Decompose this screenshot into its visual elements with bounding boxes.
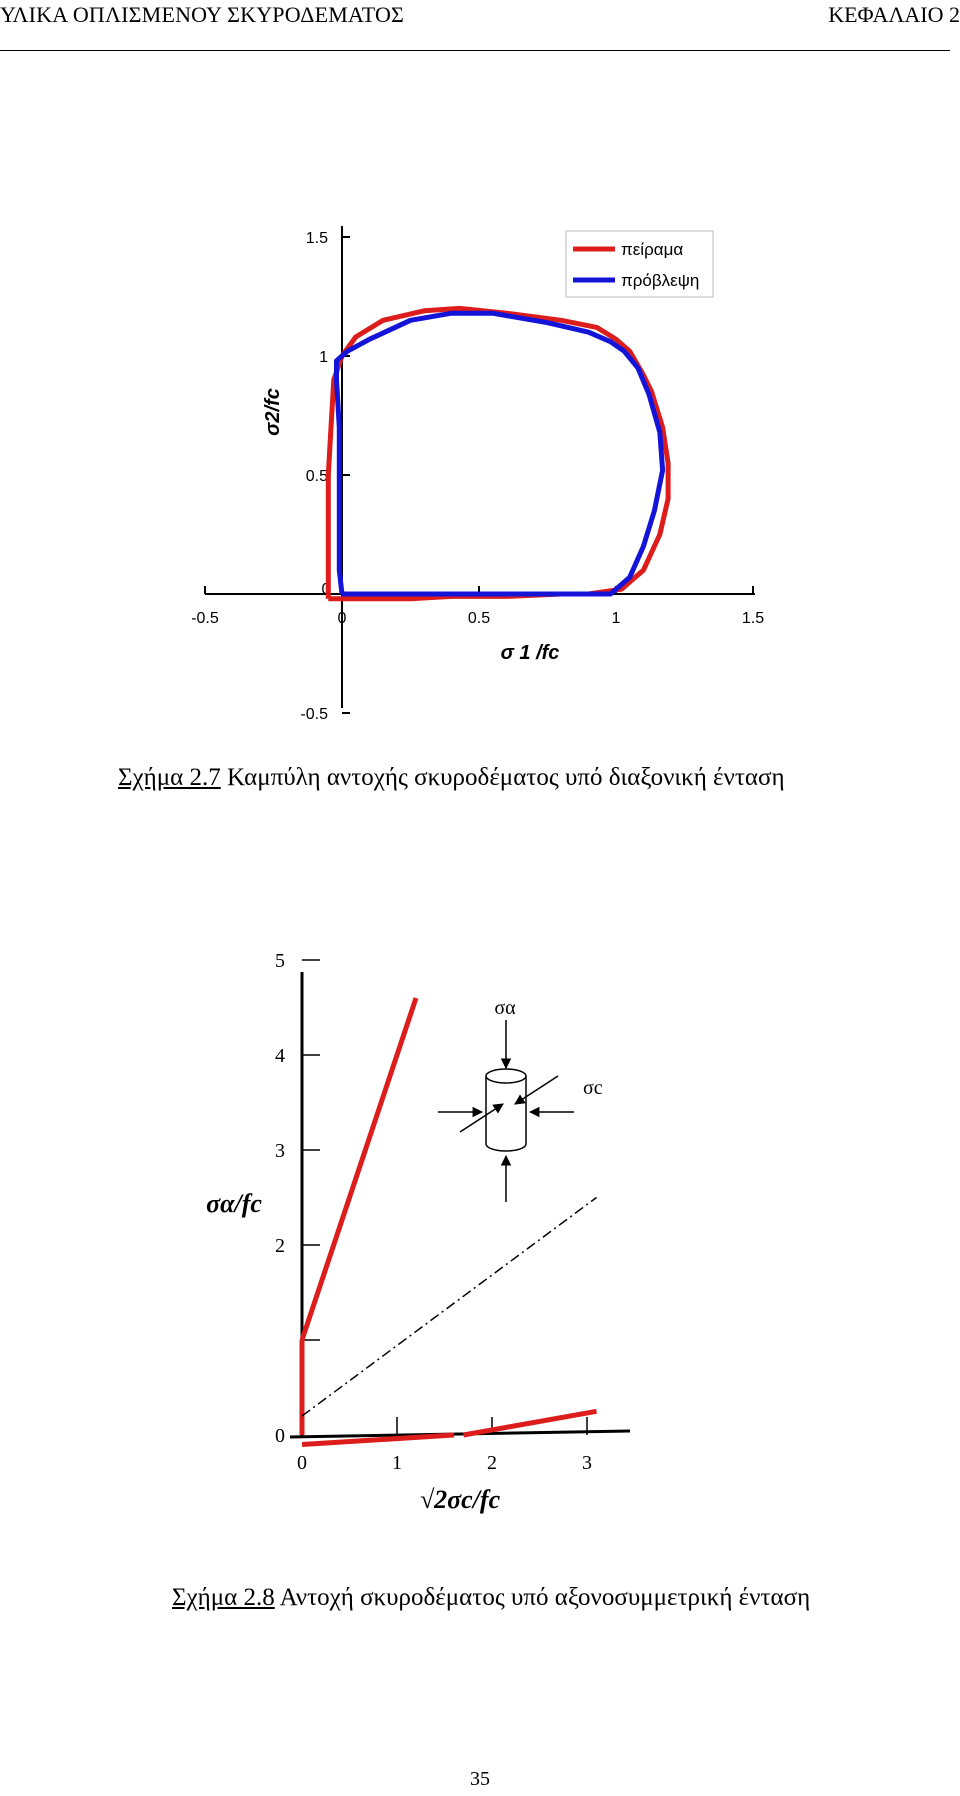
fig1-y-tick-label: 0 bbox=[321, 581, 331, 598]
fig1-x-tick-label: 1.5 bbox=[741, 610, 765, 627]
figure-2-7-caption bbox=[118, 764, 785, 792]
fig1-caption-label: Σχήμα 2.7 bbox=[118, 764, 221, 791]
fig1-series bbox=[328, 308, 668, 598]
page-header bbox=[0, 0, 960, 52]
fig1-y-tick-label: -0.5 bbox=[300, 706, 328, 720]
annotation-sigma-a: σα bbox=[494, 997, 516, 1019]
figure-2-7-chart bbox=[0, 200, 960, 720]
fig1-x-tick-label: -0.5 bbox=[191, 610, 219, 627]
header-title: ΥΛΙΚΑ ΟΠΛΙΣΜΕΝΟΥ ΣΚΥΡΟΔΕΜΑΤΟΣ bbox=[0, 2, 405, 27]
fig2-y-tick-label: 2 bbox=[275, 1235, 285, 1257]
figure-2-8-caption bbox=[172, 1584, 810, 1612]
figure-2-8-chart bbox=[0, 950, 960, 1520]
fig2-series-line-0 bbox=[302, 998, 416, 1340]
fig1-legend-label-1: πρόβλεψη bbox=[621, 271, 700, 290]
fig2-x-tick-label: 3 bbox=[582, 1452, 592, 1474]
header-chapter: ΚΕΦΑΛΑΙΟ 2 bbox=[828, 2, 960, 27]
fig2-series-line-4 bbox=[302, 1198, 597, 1417]
fig1-series-line-0 bbox=[328, 308, 668, 598]
fig2-y-tick-label: 0 bbox=[275, 1425, 285, 1447]
fig1-y-label: σ2/fc bbox=[262, 388, 284, 436]
fig2-y-label: σα/fc bbox=[206, 1189, 262, 1218]
fig2-y-tick-label: 5 bbox=[275, 950, 285, 972]
page-number: 35 bbox=[470, 1768, 490, 1790]
fig2-caption-label: Σχήμα 2.8 bbox=[172, 1584, 275, 1611]
fig1-x-tick-label: 0 bbox=[337, 610, 347, 627]
fig2-y-tick-label: 3 bbox=[275, 1140, 285, 1162]
fig1-x-tick-label: 0.5 bbox=[467, 610, 491, 627]
cylinder-diagram bbox=[438, 1020, 574, 1202]
fig2-caption-text: Αντοχή σκυροδέματος υπό αξονοσυμμετρική ένταση bbox=[274, 1584, 811, 1611]
cylinder-top bbox=[486, 1069, 526, 1083]
fig2-series bbox=[302, 998, 597, 1445]
cylinder-body bbox=[486, 1076, 526, 1151]
fig2-x-label: √2σc/fc bbox=[419, 1485, 501, 1514]
fig1-x-label: σ 1 /fc bbox=[500, 642, 560, 664]
fig1-y-tick-label: 1.5 bbox=[305, 230, 328, 247]
annotation-sigma-c: σc bbox=[583, 1077, 603, 1099]
fig2-axes bbox=[290, 972, 630, 1438]
fig1-axes bbox=[205, 226, 755, 708]
fig2-x-tick-label: 2 bbox=[487, 1452, 497, 1474]
fig1-y-tick-label: 0.5 bbox=[305, 468, 328, 485]
fig2-x-axis bbox=[290, 1431, 630, 1437]
fig2-x-tick-label: 0 bbox=[297, 1452, 307, 1474]
fig2-x-tick-label: 1 bbox=[392, 1452, 402, 1474]
fig1-y-tick-label: 1 bbox=[319, 349, 328, 366]
fig1-ticks bbox=[191, 230, 764, 720]
fig1-x-tick-label: 1 bbox=[611, 610, 621, 627]
fig2-ticks bbox=[275, 950, 592, 1474]
fig1-caption-text: Καμπύλη αντοχής σκυροδέματος υπό διαξονική ένταση bbox=[220, 764, 785, 791]
fig1-legend bbox=[566, 231, 713, 297]
header-rule bbox=[0, 50, 950, 51]
fig1-legend-label-0: πείραμα bbox=[621, 240, 684, 259]
fig1-series-line-1 bbox=[337, 313, 663, 594]
fig2-y-tick-label: 4 bbox=[275, 1045, 285, 1067]
